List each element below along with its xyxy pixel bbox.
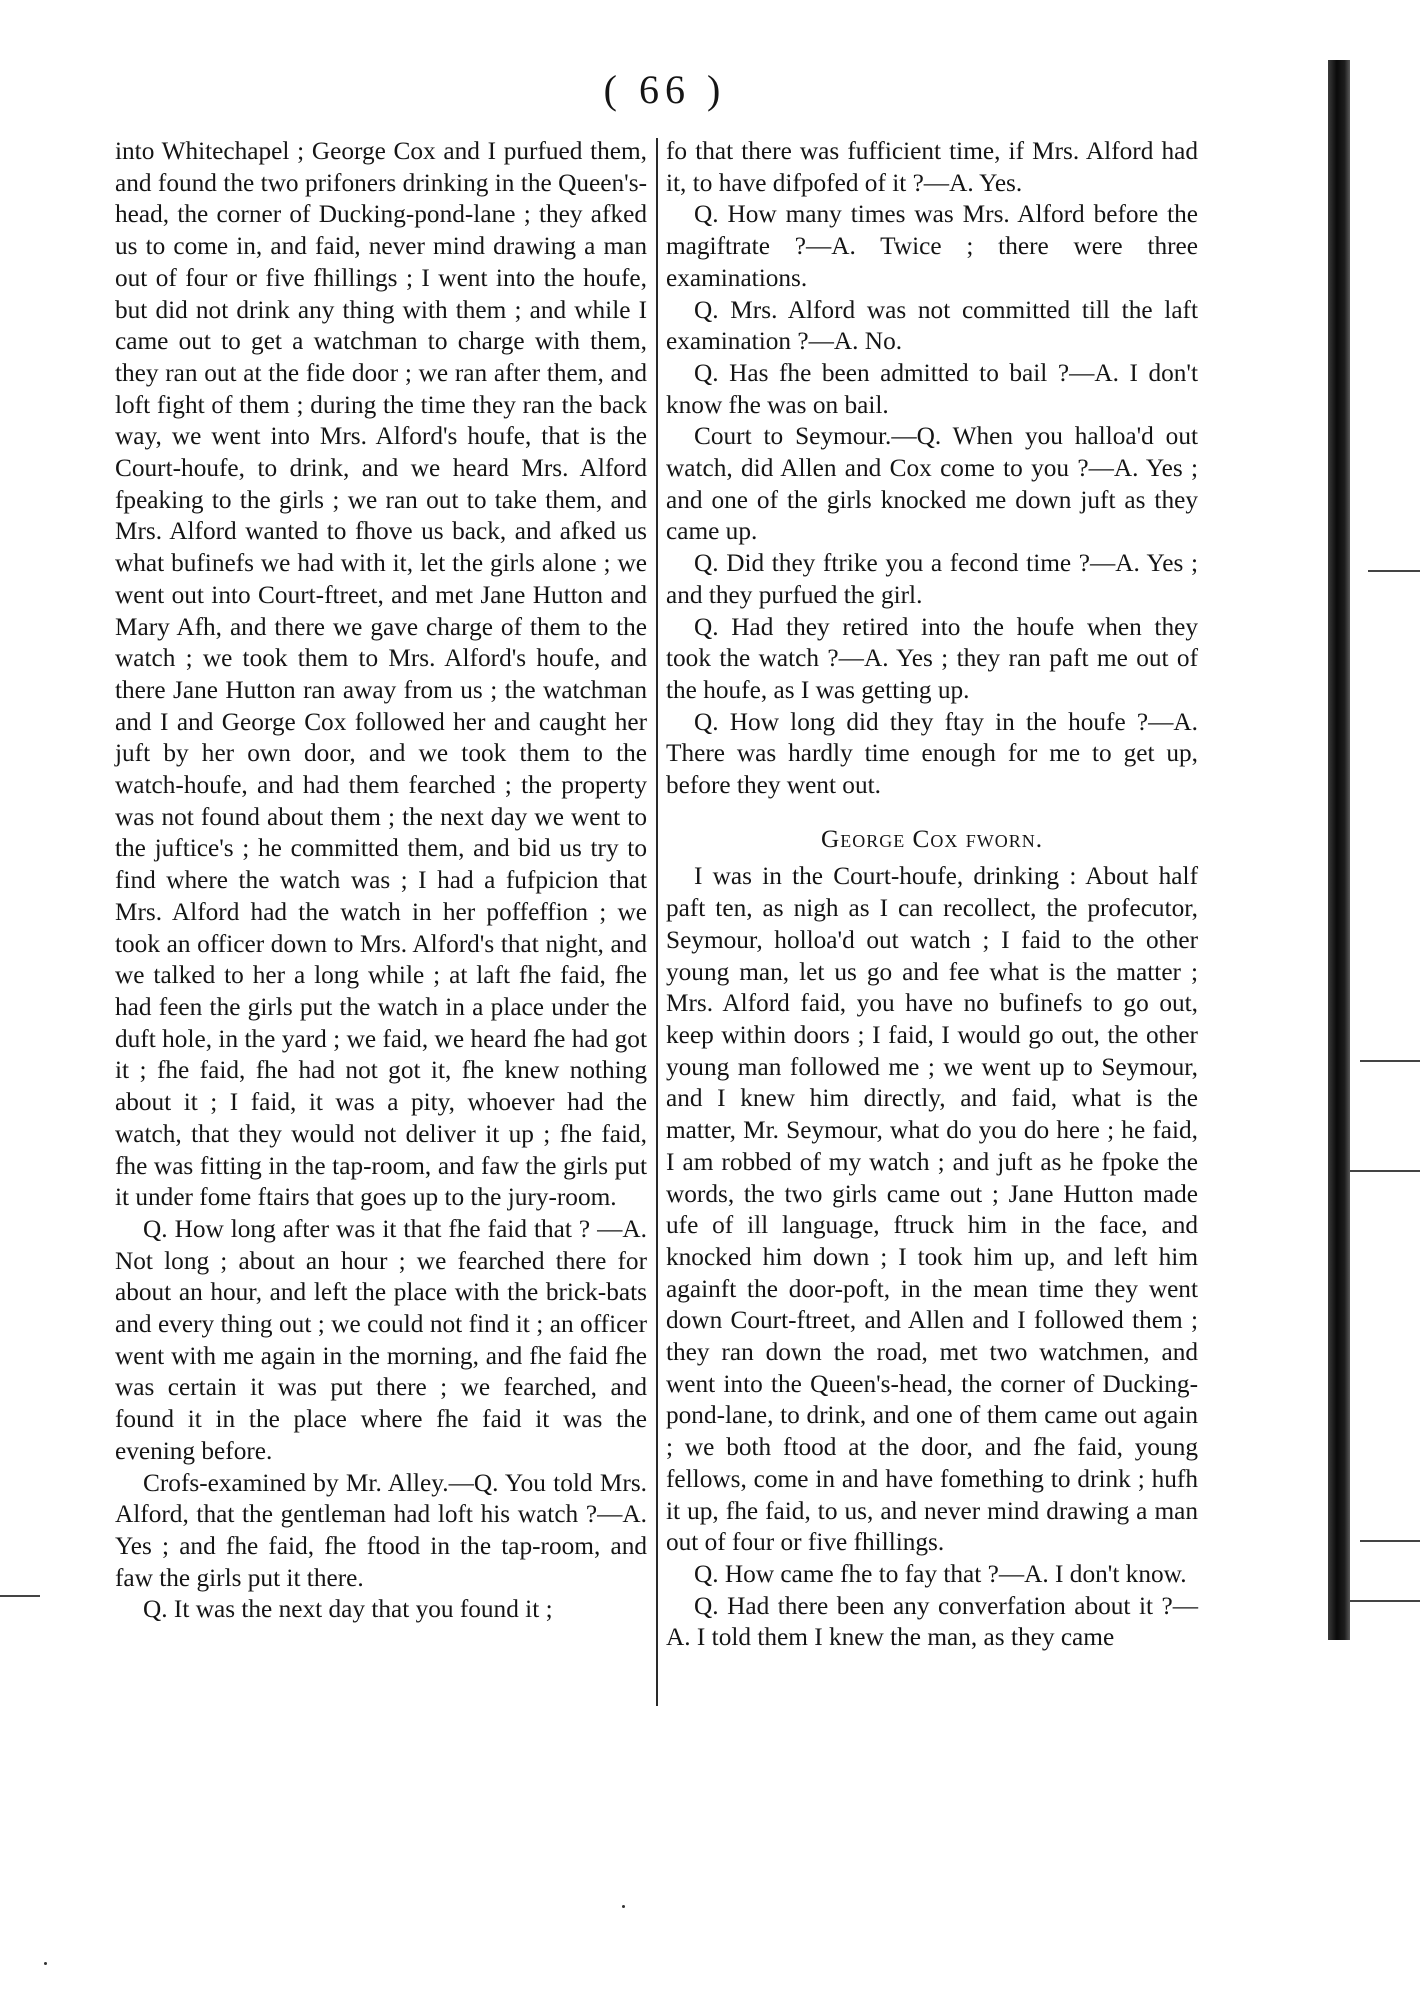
left-text-column [115, 136, 647, 1626]
right-paragraph-2: Q. How many times was Mrs. Alford before the magiftrate ?—A. Twice ; there were three examinations. [666, 200, 1198, 292]
margin-rule-mark [1350, 1170, 1420, 1172]
right-text-column [666, 136, 1198, 1654]
binding-gutter-shadow [1328, 60, 1350, 1640]
paper-speck [622, 1905, 625, 1908]
right-paragraph-3: Q. Mrs. Alford was not committed till the laft examination ?—A. No. [666, 295, 1198, 356]
witness-heading: George Cox fworn. [820, 824, 1044, 853]
margin-rule-mark [0, 1595, 40, 1597]
right-paragraph-6: Q. Did they ftrike you a fecond time ?—A. Yes ; and they purfued the girl. [666, 549, 1198, 609]
right-paragraph-11: Q. Had there been any converfation about it ?—A. I told them I knew the man, as they came [666, 1591, 1198, 1652]
page-number: ( 66 ) [603, 67, 727, 112]
margin-rule-mark [1360, 1060, 1420, 1062]
margin-rule-mark [1368, 570, 1420, 572]
right-paragraph-9: I was in the Court-houfe, drinking : About half paft ten, as nigh as I can recollect, the profecutor, Seymour, holloa'd out watch ; I faid to the other young man, let us go and fee what is the matter ; Mrs. Alford faid, you have no bufinefs to go out, keep within doors ; I faid, I would go out, the other young man followed me ; we went up to Seymour, and I knew him directly, and faid, what is the matter, Mr. Seymour, what do you do here ; he faid, I am robbed of my watch ; and juft as he fpoke the words, the two girls came out ; Jane Hutton made ufe of ill language, ftruck him in the face, and knocked him down ; I took him up, and left him againft the door-poft, in the mean time they went down Court-ftreet, and Allen and I followed them ; they ran down the road, met two watchmen, and went into the Queen's-head, the corner of Ducking-pond-lane, to drink, and one of them came out again ; we both ftood at the door, and fhe faid, young fellows, come in and have fomething to drink ; hufh it up, fhe faid, to us, and never mind drawing a man out of four or five fhillings. [666, 862, 1198, 1557]
paper-speck [44, 1962, 47, 1965]
margin-rule-mark [1350, 1600, 1420, 1602]
left-paragraph-2: Q. How long after was it that fhe faid that ? —A. Not long ; about an hour ; we fearched there for about an hour, and left the place with the brick-bats and every thing out ; we could not find it ; an officer went with me again in the morning, and fhe faid fhe was certain it was put there ; we fearched, and found it in the place where fhe faid it was the evening before. [115, 1214, 647, 1465]
left-paragraph-1: into Whitechapel ; George Cox and I purfued them, and found the two prifoners drinking in the Queen's-head, the corner of Ducking-pond-lane ; they afked us to come in, and faid, never mind drawing a man out of four or five fhillings ; I went into the houfe, but did not drink any thing with them ; and while I came out to get a watchman to charge with them, they ran out at the fide door ; we ran after them, and loft fight of them ; during the time they ran the back way, we went into Mrs. Alford's houfe, that is the Court-houfe, to drink, and we heard Mrs. Alford fpeaking to the girls ; we ran out to take them, and Mrs. Alford wanted to fhove us back, and afked us what bufinefs we had with it, let the girls alone ; we went out into Court-ftreet, and met Jane Hutton and Mary Afh, and there we gave charge of them to the watch ; we took them to Mrs. Alford's houfe, and there Jane Hutton ran away from us ; the watchman and I and George Cox followed her and caught her juft by her own door, and we took them to the watch-houfe, and had them fearched ; the property was not found about them ; the next day we went to the juftice's ; he committed them, and bid us try to find where the watch was ; I had a fufpicion that Mrs. Alford had the watch in her poffeffion ; we took an officer down to Mrs. Alford's that night, and we talked to her a long while ; at laft fhe faid, fhe had feen the girls put the watch in a place under the duft hole, in the yard ; we faid, we heard fhe had got it ; fhe faid, fhe had not got it, fhe knew nothing about it ; I faid, it was a pity, whoever had the watch, that they would not deliver it up ; fhe faid, fhe was fitting in the tap-room, and faw the girls put it under fome ftairs that goes up to the jury-room. [115, 137, 647, 1212]
right-paragraph-1: fo that there was fufficient time, if Mrs. Alford had it, to have difpofed of it ?—A. Yes. [666, 137, 1198, 197]
right-paragraph-5: Court to Seymour.—Q. When you halloa'd out watch, did Allen and Cox come to you ?—A. Yes ; and one of the girls knocked me down juft as they came up. [666, 422, 1198, 546]
left-paragraph-4: Q. It was the next day that you found it ; [143, 1595, 553, 1624]
right-paragraph-10: Q. How came fhe to fay that ?—A. I don't know. [694, 1559, 1187, 1588]
column-divider-rule [656, 138, 658, 1706]
left-paragraph-3: Crofs-examined by Mr. Alley.—Q. You told Mrs. Alford, that the gentleman had loft his watch ?—A. Yes ; and fhe faid, fhe ftood in the tap-room, and faw the girls put it there. [115, 1468, 647, 1592]
right-paragraph-4: Q. Has fhe been admitted to bail ?—A. I don't know fhe was on bail. [666, 358, 1198, 419]
margin-rule-mark [1360, 1540, 1420, 1542]
right-paragraph-8: Q. How long did they ftay in the houfe ?—A. There was hardly time enough for me to get up, before they went out. [666, 707, 1198, 800]
right-paragraph-7: Q. Had they retired into the houfe when they took the watch ?—A. Yes ; they ran paft me out of the houfe, as I was getting up. [666, 612, 1198, 704]
